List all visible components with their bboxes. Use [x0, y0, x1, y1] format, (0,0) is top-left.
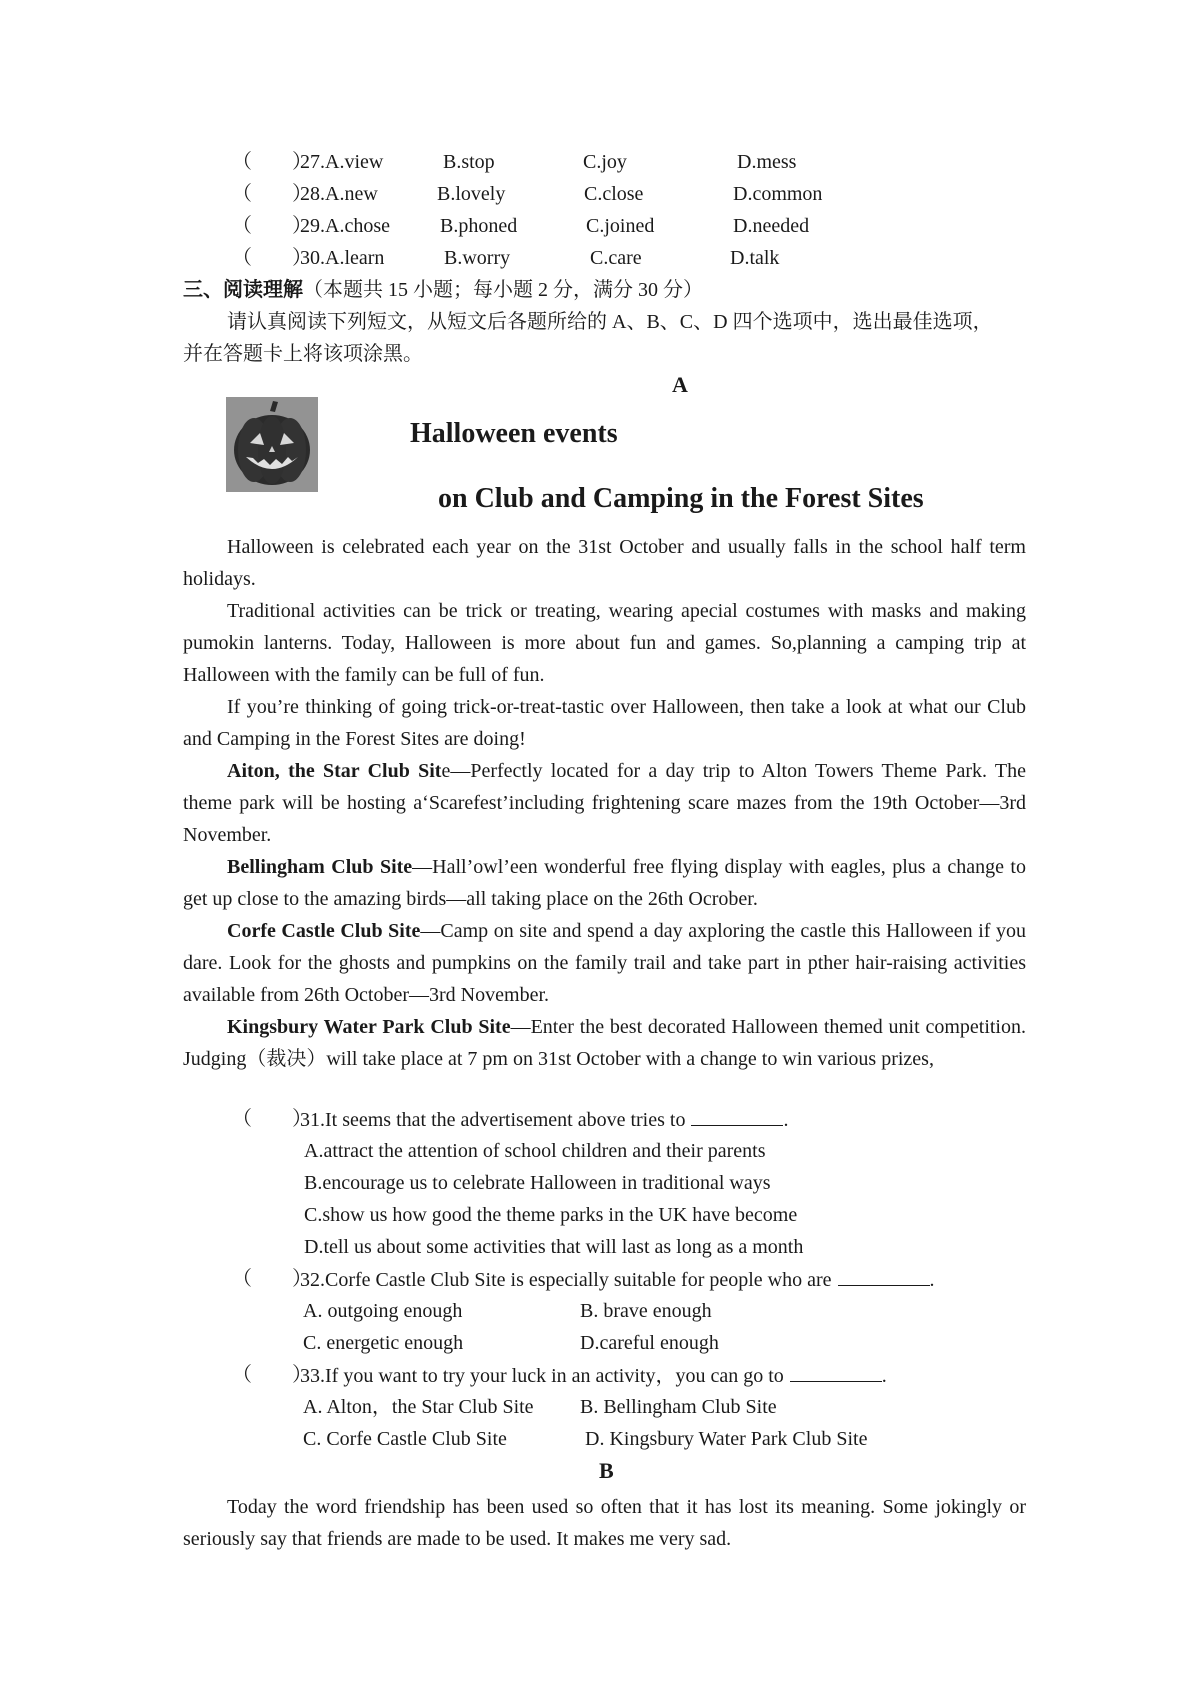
option-b: B.stop [443, 151, 495, 173]
passage-a-paragraph-6 [183, 915, 1026, 1011]
question-stem [300, 1107, 788, 1132]
passage-a-title: Halloween events [410, 418, 618, 449]
passage-b-paragraph-1: Today the word friendship has been used so often that it has lost its meaning. Some jokingly or seriously say that friends are made to be used. It makes me very sad. [183, 1496, 1026, 1550]
passage-a-paragraph-1: Halloween is celebrated each year on the 31st October and usually falls in the school half term holidays. [183, 536, 1026, 590]
answer-paren: （ ） [232, 247, 312, 269]
option-b: B. Bellingham Club Site [580, 1396, 777, 1418]
option-d: D.talk [730, 247, 780, 269]
option-c: C. energetic enough [303, 1332, 464, 1354]
option-b: B.worry [444, 247, 511, 269]
option-d: D.tell us about some activities that will last as long as a month [304, 1236, 804, 1258]
site-name: Kingsbury Water Park Club Site [227, 1016, 511, 1038]
section-heading-note: （本题共 15 小题；每小题 2 分，满分 30 分） [303, 279, 703, 301]
site-name: Corfe Castle Club Site [227, 920, 421, 942]
passage-a-paragraph-4 [183, 755, 1026, 851]
option-c: C.joy [583, 151, 627, 173]
instruction-line-2: 并在答题卡上将该项涂黑。 [183, 343, 423, 365]
site-name: Aiton, the Star Club Sit [227, 760, 442, 782]
option-d: D.mess [737, 151, 797, 173]
answer-paren: （ ） [232, 1108, 312, 1130]
passage-a-paragraph-7 [183, 1011, 1026, 1075]
passage-a-letter: A [672, 372, 688, 397]
section-heading-title: 三、阅读理解 [183, 279, 303, 301]
option-c: C. Corfe Castle Club Site [303, 1428, 507, 1450]
option-a: 28.A.new [300, 183, 378, 205]
option-d: D.careful enough [580, 1332, 719, 1354]
answer-paren: （ ） [232, 1364, 312, 1386]
option-a: 30.A.learn [300, 247, 385, 269]
site-description: —Hall’owl’een wonderful free flying display with eagles, plus a change to get up close to the amazing birds—all taking place on the 26th Ocrober. [183, 856, 1026, 910]
question-stem-end: . [783, 1109, 789, 1131]
option-b: B.phoned [440, 215, 518, 237]
option-a: A. outgoing enough [303, 1300, 463, 1322]
option-b: B.lovely [437, 183, 506, 205]
question-stem-text: 31.It seems that the advertisement above tries to [300, 1109, 686, 1131]
passage-a-paragraph-5 [183, 851, 1026, 915]
answer-paren: （ ） [232, 151, 312, 173]
passage-b-letter: B [599, 1458, 614, 1483]
answer-paren: （ ） [232, 215, 312, 237]
question-stem [300, 1267, 935, 1292]
option-c: C.care [590, 247, 642, 269]
option-c: C.joined [586, 215, 655, 237]
option-a: A. Alton，the Star Club Site [303, 1396, 534, 1418]
instruction-line-1: 请认真阅读下列短文，从短文后各题所给的 A、B、C、D 四个选项中，选出最佳选项， [227, 311, 993, 333]
option-c: C.show us how good the theme parks in the UK have become [304, 1204, 798, 1226]
site-description: e—Perfectly located for a day trip to Alton Towers Theme Park. The theme park will be hosting a‘Scarefest’including frightening scare mazes from the 19th October—3rd November. [183, 760, 1026, 846]
answer-paren: （ ） [232, 183, 312, 205]
option-c: C.close [584, 183, 644, 205]
pumpkin-icon [226, 397, 318, 492]
option-d: D.common [733, 183, 823, 205]
answer-paren: （ ） [232, 1268, 312, 1290]
section-heading [183, 278, 703, 302]
answer-blank [790, 1363, 882, 1382]
answer-blank [691, 1107, 783, 1126]
site-description: —Camp on site and spend a day axploring the castle this Halloween if you dare. Look for the ghosts and pumpkins on the family trail and take part in pther hair-raising activities available from 26th October—3rd November. [183, 920, 1026, 1006]
option-a: 29.A.chose [300, 215, 390, 237]
passage-a-paragraph-3: If you’re thinking of going trick-or-treat-tastic over Halloween, then take a look at what our Club and Camping in the Forest Sites are doing! [183, 696, 1026, 750]
site-description: —Enter the best decorated Halloween themed unit competition. Judging（裁决）will take place at 7 pm on 31st October with a change to win various prizes, [183, 1016, 1026, 1070]
passage-a-paragraph-2: Traditional activities can be trick or treating, wearing apecial costumes with masks and making pumokin lanterns. Today, Halloween is more about fun and games. So,planning a camping trip at Halloween with the family can be full of fun. [183, 600, 1026, 686]
option-b: B.encourage us to celebrate Halloween in traditional ways [304, 1172, 771, 1194]
site-name: Bellingham Club Site [227, 856, 413, 878]
option-b: B. brave enough [580, 1300, 712, 1322]
question-stem-text: 32.Corfe Castle Club Site is especially suitable for people who are [300, 1269, 832, 1291]
question-stem [300, 1363, 887, 1388]
question-stem-end: . [881, 1365, 887, 1387]
option-a: A.attract the attention of school children and their parents [304, 1140, 766, 1162]
question-stem-text: 33.If you want to try your luck in an activity，you can go to [300, 1365, 784, 1387]
option-d: D.needed [733, 215, 810, 237]
passage-a-subtitle: on Club and Camping in the Forest Sites [438, 483, 924, 514]
option-a: 27.A.view [300, 151, 384, 173]
question-stem-end: . [929, 1269, 935, 1291]
option-d: D. Kingsbury Water Park Club Site [585, 1428, 868, 1450]
answer-blank [838, 1267, 930, 1286]
